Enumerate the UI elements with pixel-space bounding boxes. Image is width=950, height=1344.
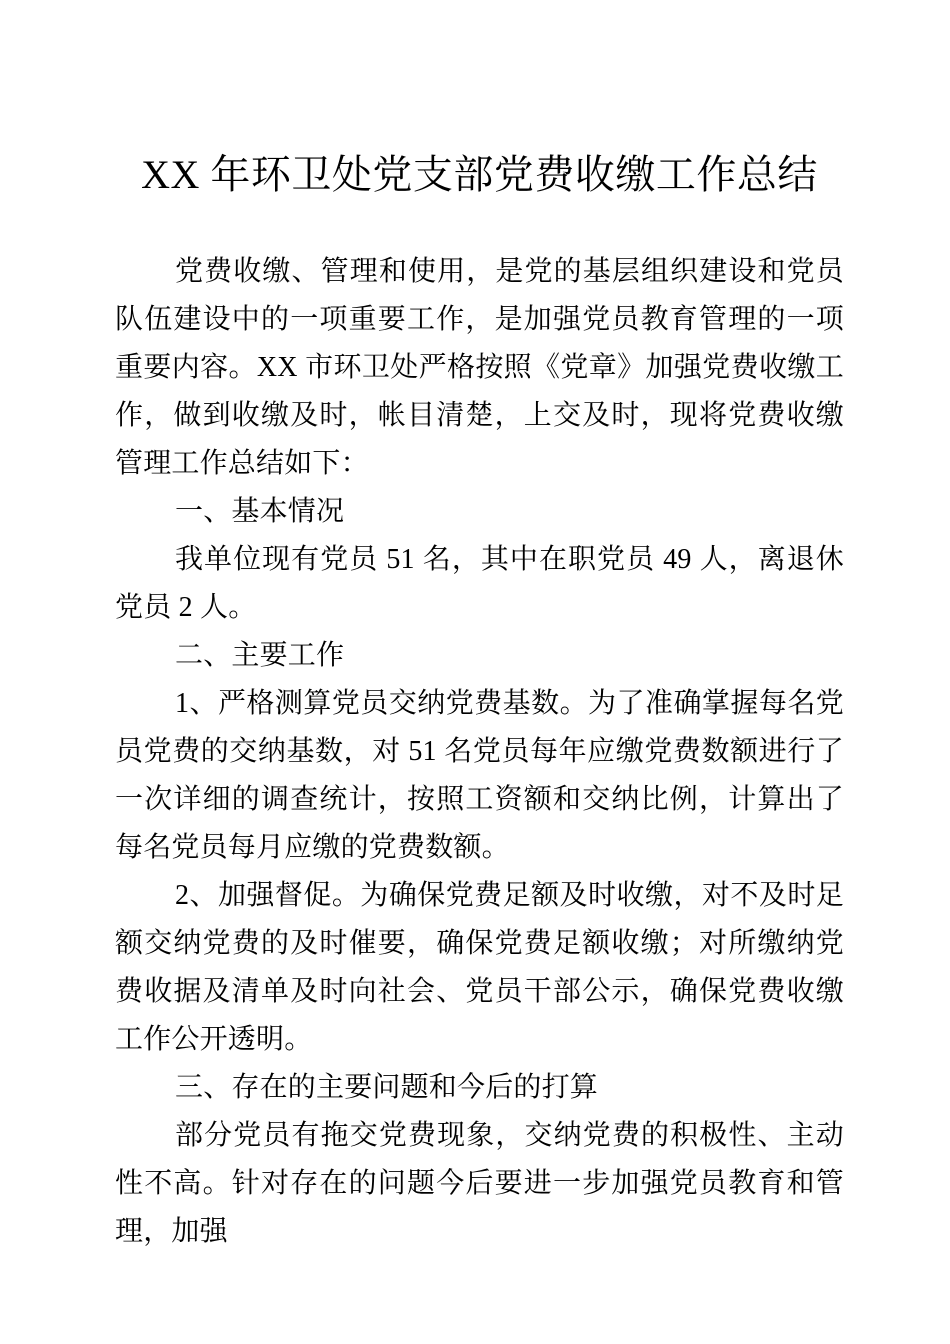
paragraph-problems-plans: 部分党员有拖交党费现象，交纳党费的积极性、主动性不高。针对存在的问题今后要进一步加强党员教育和管理，加强 [115,1120,844,1247]
paragraph-basic-situation: 我单位现有党员 51 名，其中在职党员 49 人，离退休党员 2 人。 [115,544,844,623]
document-body [115,248,844,1256]
section-heading-1: 一、基本情况 [175,496,345,527]
section-heading-2: 二、主要工作 [175,640,345,671]
document-title: XX 年环卫处党支部党费收缴工作总结 [141,152,818,197]
section-heading-3: 三、存在的主要问题和今后的打算 [175,1072,599,1103]
paragraph-intro: 党费收缴、管理和使用，是党的基层组织建设和党员队伍建设中的一项重要工作，是加强党员教育管理的一项重要内容。XX 市环卫处严格按照《党章》加强党费收缴工作，做到收缴及时，帐目清楚，上交及时，现将党费收缴管理工作总结如下： [115,256,844,479]
paragraph-main-work-1: 1、严格测算党员交纳党费基数。为了准确掌握每名党员党费的交纳基数，对 51 名党员每年应缴党费数额进行了一次详细的调查统计，按照工资额和交纳比例，计算出了每名党员每月应缴的党费数额。 [115,688,844,863]
paragraph-main-work-2: 2、加强督促。为确保党费足额及时收缴，对不及时足额交纳党费的及时催要，确保党费足额收缴；对所缴纳党费收据及清单及时向社会、党员干部公示，确保党费收缴工作公开透明。 [115,880,844,1055]
